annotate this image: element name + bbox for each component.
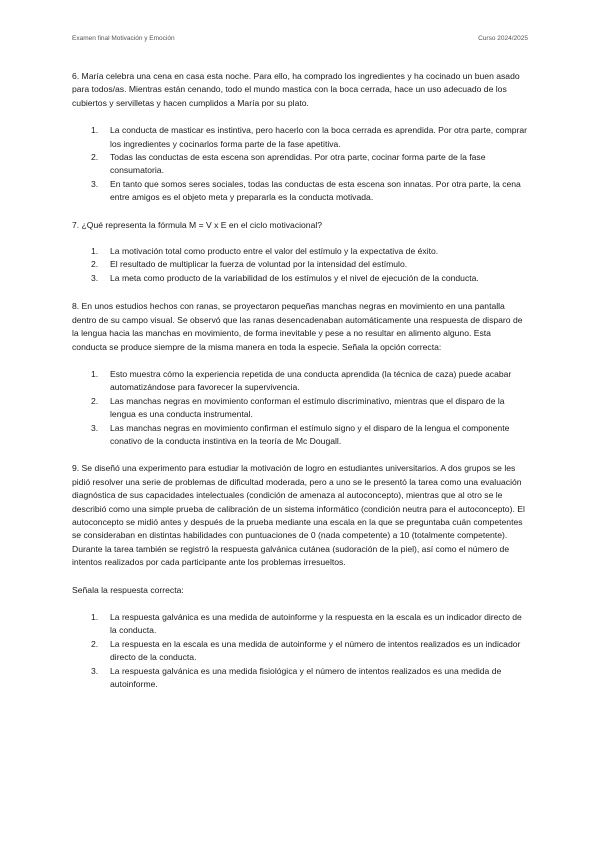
header-course-year: Curso 2024/2025	[478, 35, 528, 42]
answer-option-1	[72, 124, 528, 151]
option-number: 2.	[91, 152, 99, 163]
answer-option-3	[72, 272, 528, 285]
option-number: 2.	[91, 395, 99, 406]
option-number: 3.	[91, 665, 99, 676]
answer-options	[72, 611, 528, 691]
question-9	[72, 462, 528, 691]
answer-option-3	[72, 422, 528, 449]
question-text: 7. ¿Qué representa la fórmula M = V x E en el ciclo motivacional?	[72, 219, 323, 230]
option-text: La motivación total como producto entre el valor del estímulo y la expectativa de éxito.	[110, 246, 439, 257]
option-number: 1.	[91, 612, 99, 622]
option-text: Las manchas negras en movimiento conforman el estímulo discriminativo, mientras que el disparo de la lengua es una conducta instrumental.	[110, 395, 505, 420]
answer-option-2	[72, 395, 528, 422]
option-number: 2.	[91, 259, 99, 270]
question-6	[72, 70, 528, 205]
answer-option-2	[72, 258, 528, 271]
option-number: 3.	[91, 272, 99, 283]
option-text: La respuesta en la escala es una medida de autoinforme y el número de intentos realizados es un indicador directo de la conducta.	[110, 638, 521, 663]
answer-option-2	[72, 638, 528, 665]
option-text: La respuesta galvánica es una medida fisiológica y el número de intentos realizados es una medida de autoinforme.	[110, 665, 502, 690]
page-header	[72, 35, 528, 47]
option-text: Todas las conductas de esta escena son aprendidas. Por otra parte, cocinar forma parte de la fase consumatoria.	[110, 152, 486, 176]
answer-options	[72, 124, 528, 204]
option-number: 1.	[91, 125, 99, 136]
option-text: El resultado de multiplicar la fuerza de voluntad por la intensidad del estímulo.	[110, 259, 408, 270]
option-number: 3.	[91, 422, 99, 433]
option-text: En tanto que somos seres sociales, todas las conductas de esta escena son innatas. Por otra parte, la cena entre amigos es el objeto meta y prepararla es la conducta motivada.	[110, 178, 521, 203]
answer-option-3	[72, 178, 528, 205]
question-text: 6. María celebra una cena en casa esta noche. Para ello, ha comprado los ingredientes y ha cocinado un buen asado para todos/as. Mientras están cenando, todo el mundo mastica con la boca cerrada, hace un uso adecuado de los cubiertos y servilletas y hacen cumplidos a María por su plato.	[72, 71, 520, 108]
answer-option-3	[72, 665, 528, 692]
answer-option-1	[72, 611, 528, 638]
answer-option-2	[72, 151, 528, 178]
option-text: La meta como producto de la variabilidad de los estímulos y el nivel de ejecución de la conducta.	[110, 272, 479, 283]
answer-options	[72, 368, 528, 448]
question-prompt: Señala la respuesta correcta:	[72, 584, 184, 595]
answer-option-1	[72, 245, 528, 258]
question-7	[72, 219, 528, 286]
option-number: 3.	[91, 178, 99, 189]
question-8	[72, 300, 528, 448]
answer-options	[72, 245, 528, 285]
option-text: La conducta de masticar es instintiva, pero hacerlo con la boca cerrada es aprendida. Por otra parte, comprar los ingredientes y cocinarlos forma parte de la fase apetitiva.	[110, 125, 528, 149]
option-text: La respuesta galvánica es una medida de autoinforme y la respuesta en la escala es un indicador directo de la conducta.	[110, 612, 522, 636]
question-text: 9. Se diseñó una experimento para estudiar la motivación de logro en estudiantes universitarios. A dos grupos se les pidió resolver una serie de problemas de dificultad moderada, pero a uno se le presentó la tarea como una evaluación diagnóstica de sus capacidades intelectuales (condición de amenaza al autoconcepto), mientras que al otro se le describió como una simple prueba de calibración de un sistema informático (condición neutra para el autoconcepto). El autoconcepto se midió antes y después de la prueba mediante una escala en la que se preguntaba cuán competentes se consideraban en distintas habilidades con puntuaciones de 0 (nada competente) a 10 (totalmente competente). Durante la tarea también se registró la respuesta galvánica cutánea (sudoración de la piel), así como el número de intentos realizados por cada participante ante los problemas irresueltos.	[72, 463, 525, 568]
option-text: Esto muestra cómo la experiencia repetida de una conducta aprendida (la técnica de caza) puede acabar automatizándose para favorecer la supervivencia.	[110, 368, 512, 393]
option-text: Las manchas negras en movimiento confirman el estímulo signo y el disparo de la lengua el componente conativo de la conducta instintiva en la teoría de Mc Dougall.	[110, 422, 510, 446]
answer-option-1	[72, 368, 528, 395]
exam-content	[72, 70, 528, 691]
header-course-title: Examen final Motivación y Emoción	[72, 35, 175, 42]
option-number: 1.	[91, 246, 99, 257]
option-number: 1.	[91, 368, 99, 379]
question-text: 8. En unos estudios hechos con ranas, se proyectaron pequeñas manchas negras en movimiento en una pantalla dentro de su campo visual. Se observó que las ranas desencadenaban automáticamente una respuesta de disparo de la lengua hacia las manchas en movimiento, de forma inevitable y pese a no resultar en alimento alguno. Esta conducta se produce siempre de la misma manera en toda la especie. Señala la opción correcta:	[72, 301, 523, 352]
option-number: 2.	[91, 638, 99, 649]
